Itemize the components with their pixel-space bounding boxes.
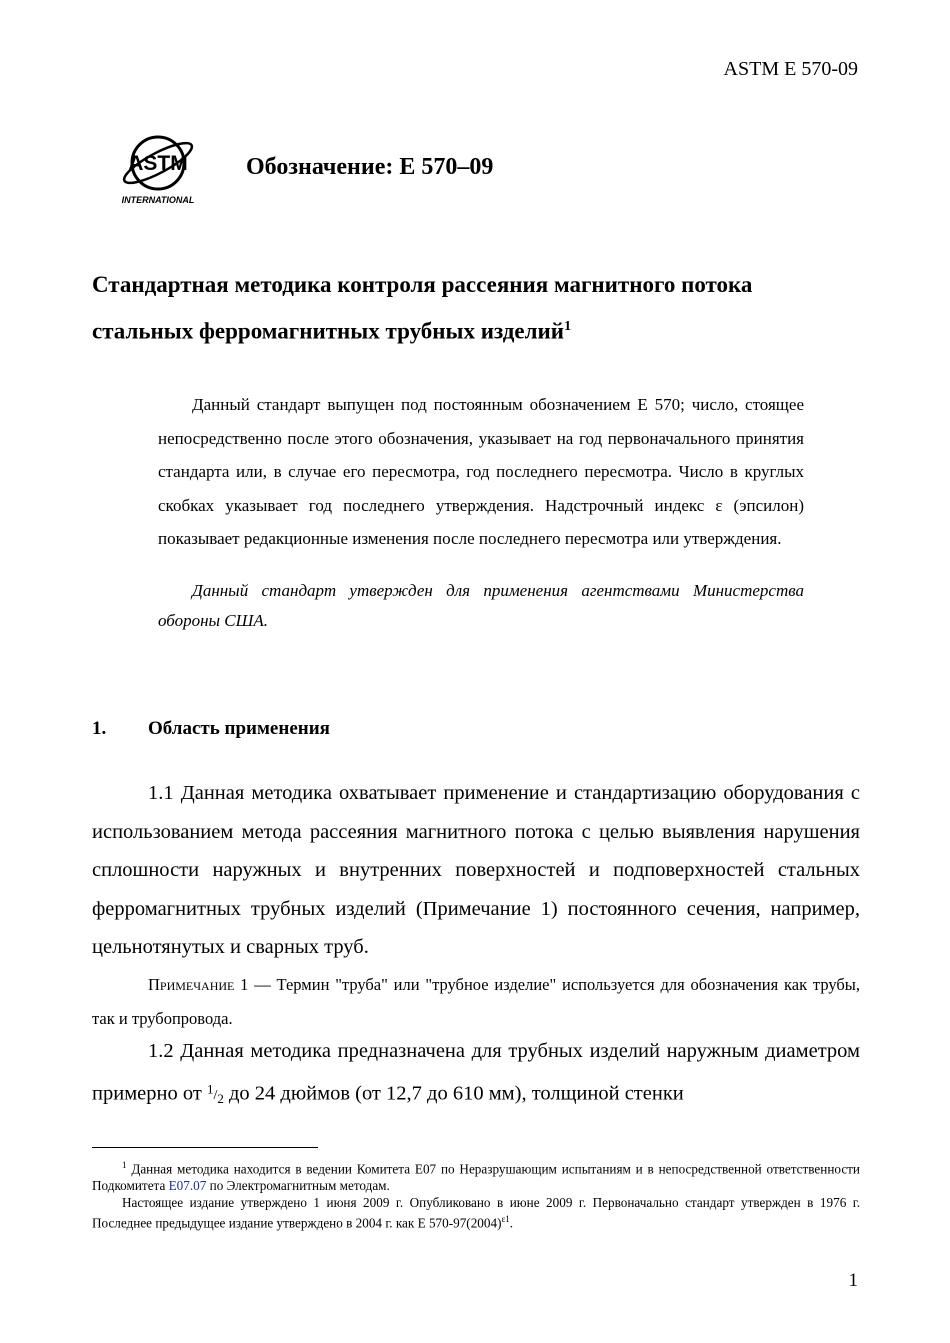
epsilon-superscript: ε1 (501, 1214, 510, 1224)
title-line-2: стальных ферромагнитных трубных изделий$^1$ (92, 318, 572, 344)
astm-logo-icon (118, 130, 202, 208)
paragraph-1-1: 1.1 Данная методика охватывает применение и стандартизацию оборудования с использованием метода рассеяния магнитного потока с целью выявления нарушения сплошности наружных и внутренних поверхностей и подповерхностей стальных ферромагнитных трубных изделий (Примечание 1) постоянного сечения, например, цельнотянутых и сварных труб. (92, 782, 860, 958)
section-number: 1. (92, 718, 107, 739)
footnote-divider (92, 1147, 318, 1148)
section-title: Область применения (148, 718, 330, 739)
subcommittee-link[interactable]: E07.07 (168, 1178, 207, 1194)
note-label: Примечание 1 (148, 975, 249, 994)
intro-paragraph: Данный стандарт выпущен под постоянным обозначением E 570; число, стоящее непосредственно после этого обозначения, указывает на год первоначального принятия стандарта или, в случае его пересмотра, год последнего пересмотра. Число в круглых скобках указывает год последнего утверждения. Надстрочный индекс ε (эпсилон) показывает редакционные изменения после последнего пересмотра или утверждения. (158, 395, 804, 548)
document-title (92, 264, 872, 353)
intro-block (158, 388, 804, 636)
note-1 (92, 968, 860, 1036)
footnote-2: Настоящее издание утверждено 1 июня 2009 г. Опубликовано в июне 2009 г. Первоначально стандарт утвержден в 1976 г. Последнее предыдущее издание утверждено в 2004 г. как E $570-97(2004)^{\varepsilon 1}$. (92, 1195, 860, 1231)
title-footnote-mark: 1 (564, 319, 572, 334)
intro-italic: Данный стандарт утвержден для применения агентствами Министерства обороны США. (158, 580, 804, 630)
fraction: $^1/_2$ (206, 1081, 224, 1106)
astm-logo (118, 130, 202, 208)
title-line-1: Стандартная методика контроля рассеяния магнитного потока (92, 272, 753, 297)
logo-text-bottom: INTERNATIONAL (121, 195, 195, 205)
designation: Обозначение: E 570–09 (246, 154, 494, 180)
logo-text-top: ASTM (128, 152, 188, 175)
paragraph-1-2: 1.2 Данная методика предназначена для трубных изделий наружным диаметром примерно от $^1/_2$ до 24 дюймов (от 12,7 до 610 мм), толщиной стенки (92, 1040, 860, 1106)
section-heading (92, 718, 330, 740)
note-text: — Термин "труба" или "трубное изделие" используется для обозначения как трубы, так и трубопровода. (92, 975, 860, 1028)
footnote-mark: 1 (122, 1160, 127, 1170)
document-code: ASTM E 570-09 (723, 58, 858, 80)
footnote-1: $^1$ Данная методика находится в ведении Комитета E07 по Неразрушающим испытаниям и в непосредственной ответственности Подкомитета E07.07 по Электромагнитным методам. (92, 1160, 860, 1194)
page-number: 1 (848, 1270, 858, 1291)
